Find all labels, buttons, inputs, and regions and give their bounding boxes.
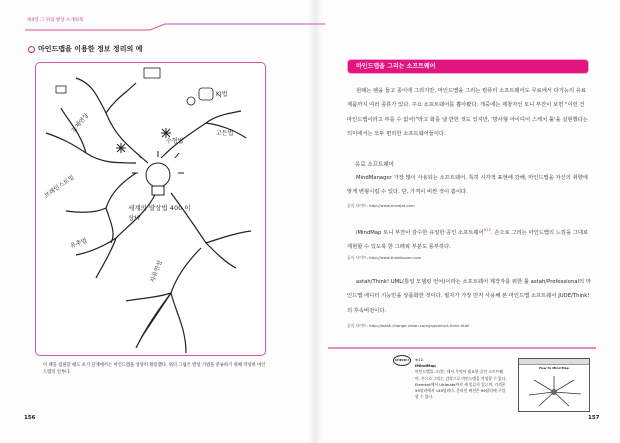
imindmap-screenshot — [518, 358, 590, 412]
sketch-doodle-icon — [56, 68, 213, 105]
section-title: 마인드맵을 이용한 정보 정리의 예 — [28, 44, 142, 54]
mindmap-label-gordon: 고든법 — [216, 130, 234, 137]
intro-paragraph: 원래는 펜을 들고 종이에 그리지만, 마인드맵을 그리는 컴퓨터 소프트웨어도 무료에서 다기능의 유료 제품까지 여러 종류가 있다. 주요 소프트웨어를 뽑아봤다. 개중에는 제창자인 토니 부잔이 보면 "이런 건 마인드맵이라고 부를 수 없어!"라고 화를 낼 만한 것도 있지만, '방사형 아이디어 스케치 툴'을 실현했다는 의미에서는 모두 편리한 소프트웨어들이다. — [347, 88, 588, 137]
mindmap-center-label: 세계의 발상법 400 이상!? — [128, 204, 191, 222]
figure-caption: 이 책을 집필할 때도 초기 단계에서는 마인드맵을 상당히 활용했다. 위의 그림은 발상 기법을 분류하기 위해 작성한 마인드맵의 일부다. — [43, 363, 266, 375]
paid-software-heading: 유료 소프트웨어 — [355, 162, 394, 168]
check-badge-icon: CHECK!! — [393, 355, 411, 366]
mindmap-drawing — [36, 63, 265, 355]
mindmap-label-kj: KJ법 — [216, 91, 228, 98]
running-head-rule — [25, 22, 325, 36]
imindmap-url[interactable]: 공식 사이트: http://www.thinkbuzan.com — [347, 255, 422, 260]
section-divider — [328, 347, 596, 349]
astah-url[interactable]: 공식 사이트: http://astah.change-vision.com/ja/product-think.html — [347, 323, 470, 328]
page-number-left: 156 — [24, 415, 36, 421]
mindmap-label-brainstorm: 브레인스토밍 — [43, 173, 76, 200]
star-icon — [116, 128, 171, 153]
page-number-right: 157 — [588, 415, 600, 421]
mindmap-label-tree: 수형법 — [166, 138, 184, 145]
footnote-ref: ※12 — [483, 228, 492, 232]
software-item-imindmap: iMindMap 토니 부잔이 감수한 유일한 공인 소프트웨어$^{※12}$. 손으로 그리는 마인드맵의 느낌을 그대로 재현할 수 있도록 한 그래픽 부분도 풍부하다. — [347, 228, 589, 251]
screenshot-title: How To Mind Map — [539, 366, 569, 370]
mindmap-label-forced: 강제연상 — [70, 112, 91, 135]
mindmap-label-analogy: 유추법 — [69, 237, 89, 250]
running-head: 제4장 그 뒤의 발상 소개팅북 — [27, 18, 84, 23]
software-section-bar: 마인드맵을 그리는 소프트웨어 — [348, 60, 588, 73]
mindmap-figure — [35, 62, 266, 356]
software-item-astah: astah/Think! UML(통일 모델링 언어)이라는 소프트웨어 제작자를 위한 툴 astah/Professional의 마인드맵 에디터 기능만을 상품화한 것이다. 필자가 가장 먼저 사용해 본 마인드맵 소프트웨어 JUDE/Think!의 후속버전이다. — [347, 279, 591, 314]
footnote: ※12. iMindMap 마인드맵을 그리는 데서 무엇이 필요한 공인 소프트웨어. 손으로 그리는 감각으로 마인드맵을 작성할 수 있다. Element에서 Ultimate까지 세 종류가 있으며, 가격은 59달러에서 149달러다. 온라인 버전은 99달러에 구입할 수 있다. — [415, 357, 507, 400]
lightbulb-icon — [132, 151, 184, 195]
book-gutter — [308, 0, 322, 443]
screenshot-mindmap — [519, 370, 589, 410]
circle-bullet-icon — [28, 46, 35, 53]
software-item-mindmanager: MindManager 가장 많이 사용되는 소프트웨어. 특히 시각적 표현에 강해, 마인드맵을 자신의 취향에 맞게 변형시킬 수 있다. 단, 가격이 비싼 것이 흠이다. — [347, 175, 588, 196]
screenshot-toolbar — [519, 359, 589, 365]
mindmanager-url[interactable]: 공식 사이트: http://www.mindjet.com — [347, 203, 415, 208]
mindmap-label-free: 자유연상 — [149, 259, 164, 284]
